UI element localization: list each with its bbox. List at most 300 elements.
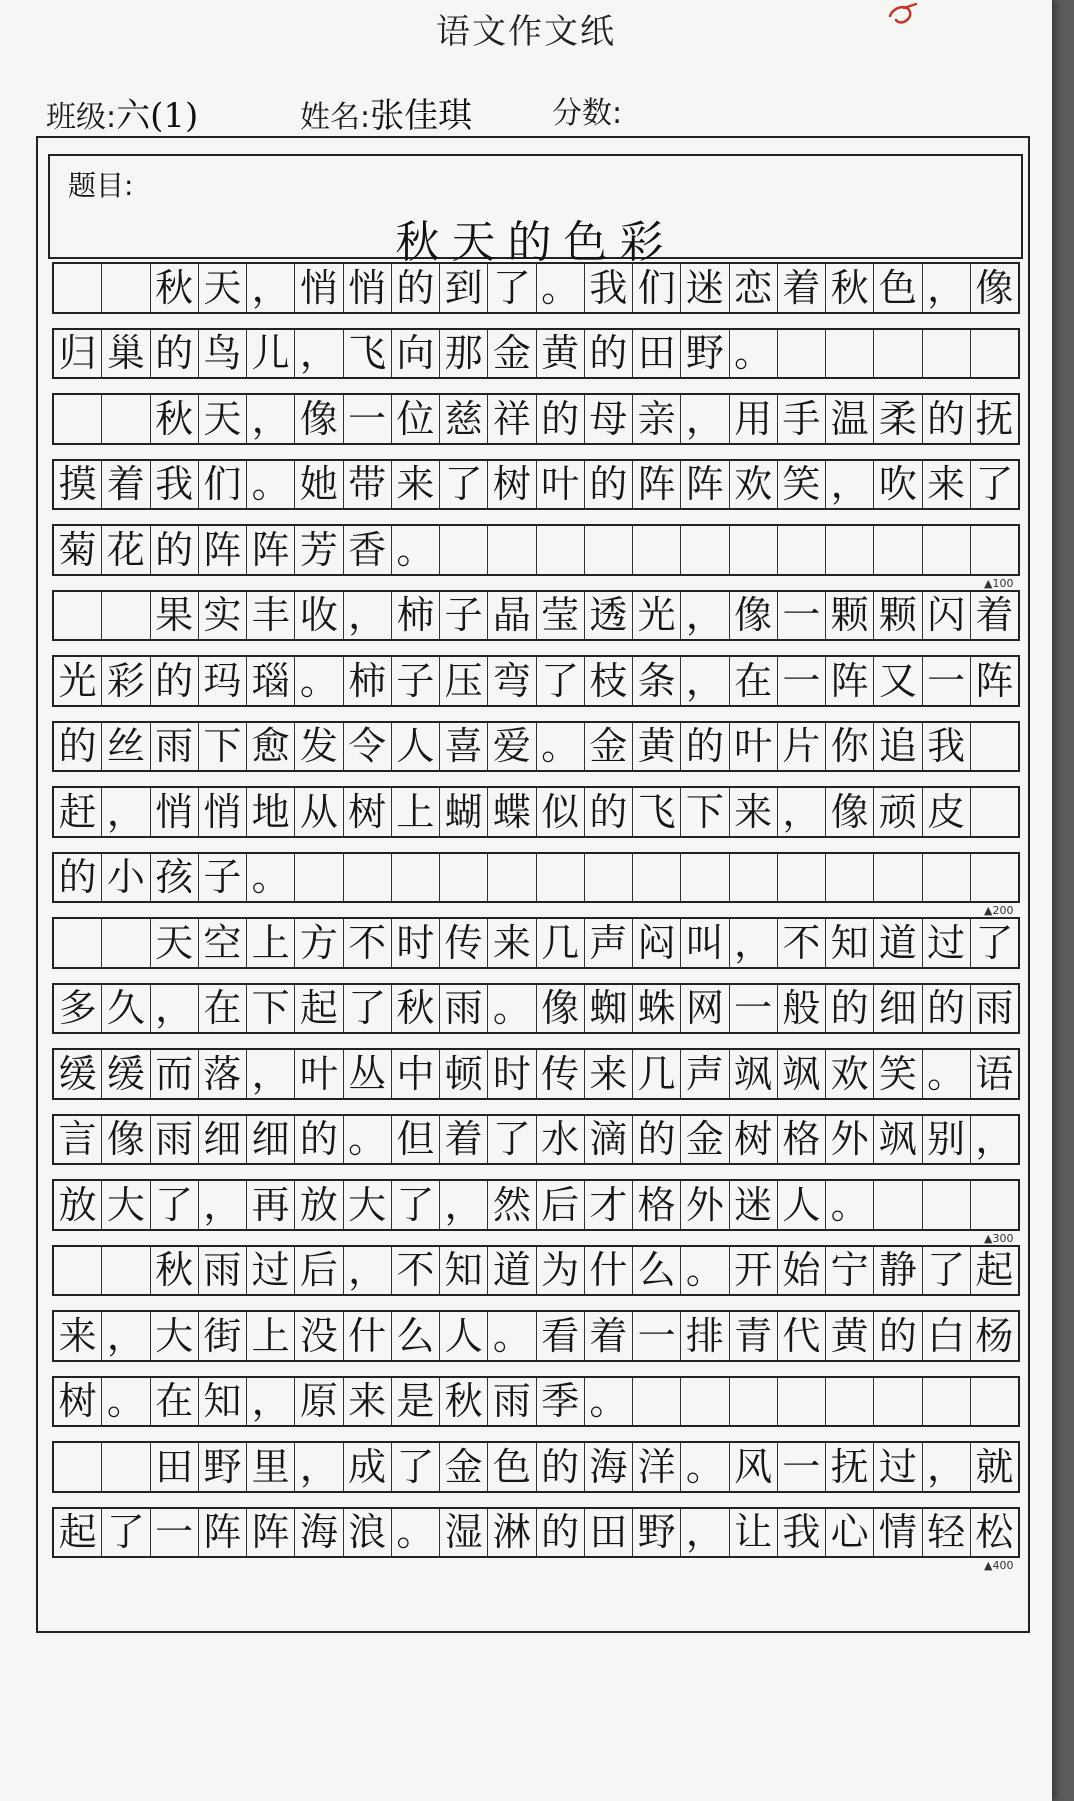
grid-cell: 似 [537,788,585,836]
grid-cell [923,1378,971,1426]
grid-cell: 道 [488,1247,536,1295]
grid-cell [295,854,343,902]
grid-cell: 着 [975,593,1014,638]
grid-cell: 一 [778,592,826,640]
grid-cell: 令 [344,723,392,771]
grid-cell [102,395,150,443]
grid-cell: 过 [923,919,971,967]
grid-cell: 时 [488,1050,536,1098]
grid-cell: 弯 [488,657,536,705]
grid-cell: 叶 [730,723,778,771]
grid-cell: 悄 [344,264,392,312]
grid-row [52,328,1020,380]
grid-cell: 了 [102,1509,150,1557]
grid-cell: 雨 [488,1378,536,1426]
grid-cell: 。 [247,854,295,902]
grid-cell: 。 [247,461,295,509]
grid-cell: 的 [585,330,633,378]
grid-cell: 恋 [730,264,778,312]
grid-cell: 了 [537,657,585,705]
grid-cell: 位 [392,395,440,443]
grid-cell: 地 [247,788,295,836]
grid-cell: 蝴 [440,788,488,836]
grid-cell: 雨 [199,1247,247,1295]
grid-cell: 我 [778,1509,826,1557]
grid-cell: 的 [585,788,633,836]
grid-cell: 外 [826,1116,874,1164]
grid-cell: 一 [633,1312,681,1360]
grid-cell: 从 [295,788,343,836]
grid-cell: 海 [585,1443,633,1491]
grid-cell [730,854,778,902]
grid-cell: 像 [102,1116,150,1164]
grid-cell: 鸟 [199,330,247,378]
grid-cell: 蛛 [633,985,681,1033]
grid-cell: ， [295,330,343,378]
grid-cell: 笑 [778,461,826,509]
grid-row [52,1441,1020,1493]
grid-cell [54,919,102,967]
grid-row [52,786,1020,838]
grid-row [52,721,1020,773]
grid-cell: 来 [585,1050,633,1098]
grid-cell: 飒 [730,1050,778,1098]
grid-cell: 水 [537,1116,585,1164]
grid-cell: 迷 [730,1181,778,1229]
grid-cell [971,723,1018,771]
grid-cell [681,526,729,574]
grid-cell: 来 [923,461,971,509]
name-value: 张佳琪 [370,96,473,136]
grid-cell: 的 [54,854,102,902]
grid-row [52,1507,1020,1559]
grid-cell: 的 [54,723,102,771]
grid-cell: ， [295,1443,343,1491]
grid-cell: 来 [392,461,440,509]
grid-row [52,1376,1020,1428]
score-label: 分数: [552,96,623,131]
grid-cell: 子 [392,657,440,705]
grid-cell: 着 [440,1116,488,1164]
grid-cell: 大 [344,1181,392,1229]
grid-row [52,852,1020,904]
grid-cell: 不 [392,1247,440,1295]
grid-cell: 飒 [778,1050,826,1098]
grid-cell: 多 [54,985,102,1033]
grid-cell: 格 [778,1116,826,1164]
grid-cell: 实 [199,592,247,640]
grid-cell [440,854,488,902]
grid-cell: 带 [344,461,392,509]
grid-cell [633,526,681,574]
grid-cell: 人 [440,1312,488,1360]
grid-cell: 莹 [537,592,585,640]
grid-cell: 皮 [923,788,971,836]
grid-cell: 飞 [633,788,681,836]
grid-cell: 后 [295,1247,343,1295]
class-label: 班级: [46,100,117,135]
grid-cell [874,330,922,378]
grid-cell: 树 [54,1378,102,1426]
grid-cell: 空 [199,919,247,967]
grid-cell: 抚 [975,396,1014,441]
grid-cell: 迷 [681,264,729,312]
grid-cell: 收 [295,592,343,640]
title-box [48,154,1023,268]
grid-cell: 落 [199,1050,247,1098]
grid-cell: 。 [295,657,343,705]
grid-cell [102,919,150,967]
grid-cell [730,526,778,574]
grid-cell [874,1181,922,1229]
grid-cell: 颗 [826,592,874,640]
grid-cell: ， [102,1312,150,1360]
grid-cell: 摸 [54,461,102,509]
grid-cell [826,330,874,378]
grid-cell: 祥 [488,395,536,443]
grid-cell: 欢 [826,1050,874,1098]
grid-cell: 网 [681,985,729,1033]
grid-cell: 我 [923,723,971,771]
grid-cell: 了 [344,985,392,1033]
grid-cell: 天 [151,919,199,967]
grid-cell: 雨 [440,985,488,1033]
grid-cell: 情 [874,1509,922,1557]
grid-cell: 不 [778,919,826,967]
grid-cell: 儿 [247,330,295,378]
grid-cell: 愈 [247,723,295,771]
grid-cell: 。 [681,1247,729,1295]
grid-cell: 上 [392,788,440,836]
grid-cell [54,592,102,640]
grid-cell [102,1443,150,1491]
grid-cell: 抚 [826,1443,874,1491]
grid-cell: 色 [488,1443,536,1491]
grid-cell [537,854,585,902]
grid-cell [971,1181,1018,1229]
grid-cell: 顿 [440,1050,488,1098]
grid-cell: 香 [344,526,392,574]
class-field [46,88,198,137]
grid-cell [778,854,826,902]
grid-cell: 亲 [633,395,681,443]
grid-cell: 浪 [344,1509,392,1557]
grid-cell: 的 [151,330,199,378]
grid-cell: ， [681,657,729,705]
grid-cell: 闷 [633,919,681,967]
grid-cell: 了 [923,1247,971,1295]
grid-cell: 么 [392,1312,440,1360]
grid-cell: 几 [537,919,585,967]
grid-cell: 言 [54,1116,102,1164]
grid-cell: 街 [199,1312,247,1360]
grid-cell: 晶 [488,592,536,640]
grid-cell: 久 [102,985,150,1033]
grid-cell: 杨 [975,1313,1014,1358]
grid-cell: 光 [633,592,681,640]
grid-cell [923,1181,971,1229]
grid-cell [681,1378,729,1426]
grid-cell: 我 [151,461,199,509]
grid-cell: 片 [778,723,826,771]
grid-cell: 青 [730,1312,778,1360]
grid-cell: 知 [440,1247,488,1295]
grid-cell: 大 [102,1181,150,1229]
grid-cell: ， [247,395,295,443]
grid-cell: 玛 [199,657,247,705]
grid-cell: 了 [440,461,488,509]
grid-cell: 归 [54,330,102,378]
paper-title: 语文作文纸 [436,12,616,52]
grid-cell: 金 [488,330,536,378]
grid-cell: 细 [247,1116,295,1164]
grid-cell [778,526,826,574]
grid-cell: 。 [681,1443,729,1491]
grid-cell: 知 [199,1378,247,1426]
grid-cell: 排 [681,1312,729,1360]
grid-cell: 上 [247,1312,295,1360]
grid-cell: 开 [730,1247,778,1295]
grid-cell: 田 [585,1509,633,1557]
grid-row [52,917,1020,969]
grid-cell [826,854,874,902]
grid-cell: 光 [54,657,102,705]
grid-cell: 天 [199,264,247,312]
grid-cell: 顽 [874,788,922,836]
grid-cell: 颗 [874,592,922,640]
grid-cell: 喜 [440,723,488,771]
grid-cell: ， [199,1181,247,1229]
grid-cell: ， [778,788,826,836]
grid-cell: 孩 [151,854,199,902]
grid-cell: 像 [730,592,778,640]
grid-cell: 什 [344,1312,392,1360]
grid-cell: 。 [537,723,585,771]
title-label: 题目: [68,169,134,202]
grid-cell: 到 [440,264,488,312]
grid-cell: 下 [199,723,247,771]
grid-cell: 秋 [151,395,199,443]
grid-cell: 方 [295,919,343,967]
grid-cell: 。 [537,264,585,312]
grid-cell: 金 [585,723,633,771]
grid-cell: 的 [923,395,971,443]
grid-cell: 色 [874,264,922,312]
grid-cell: 语 [975,1051,1014,1096]
grid-cell [971,526,1018,574]
grid-cell: 像 [537,985,585,1033]
grid-cell [440,526,488,574]
grid-cell [923,526,971,574]
grid-cell: 淋 [488,1509,536,1557]
grid-cell [344,854,392,902]
grid-cell: 野 [633,1509,681,1557]
grid-cell: 树 [344,788,392,836]
grid-cell: 丰 [247,592,295,640]
grid-cell: 上 [247,919,295,967]
grid-cell: 的 [151,526,199,574]
grid-cell: 阵 [681,461,729,509]
grid-cell: 飞 [344,330,392,378]
grid-cell: 一 [778,657,826,705]
grid-cell: 为 [537,1247,585,1295]
grid-row [52,262,1020,314]
grid-cell: ， [681,395,729,443]
grid-cell: 母 [585,395,633,443]
grid-cell: 的 [295,1116,343,1164]
grid-cell [537,526,585,574]
grid-cell: ， [440,1181,488,1229]
grid-cell [488,526,536,574]
grid-cell: 又 [874,657,922,705]
grid-cell: 格 [633,1181,681,1229]
grid-cell: ， [247,1050,295,1098]
grid-cell: 你 [826,723,874,771]
grid-cell: ， [247,264,295,312]
grid-row [52,524,1020,576]
grid-cell: 叶 [537,461,585,509]
grid-cell [54,1443,102,1491]
grid-cell: 。 [923,1050,971,1098]
grid-cell [633,854,681,902]
grid-row [52,459,1020,511]
grid-cell: 么 [633,1247,681,1295]
grid-cell: 们 [199,461,247,509]
grid-cell: 柿 [344,657,392,705]
grid-cell: 什 [585,1247,633,1295]
grid-cell: 瑙 [247,657,295,705]
grid-cell: 了 [975,462,1014,507]
grid-cell: 一 [778,1443,826,1491]
grid-cell: ， [247,1378,295,1426]
grid-cell: 蝶 [488,788,536,836]
grid-cell: 的 [151,657,199,705]
grid-cell [778,330,826,378]
grid-cell: 起 [975,1248,1014,1293]
grid-cell: 的 [681,723,729,771]
grid-cell: 是 [392,1378,440,1426]
grid-cell: 几 [633,1050,681,1098]
grid-cell: 阵 [975,658,1014,703]
grid-cell [54,264,102,312]
grid-cell: 细 [199,1116,247,1164]
grid-cell: 缓 [54,1050,102,1098]
grid-cell: ， [975,1117,1014,1162]
grid-cell [874,526,922,574]
grid-cell: 洋 [633,1443,681,1491]
name-label: 姓名: [300,100,371,135]
grid-cell: 。 [392,526,440,574]
grid-cell: 天 [199,395,247,443]
grid-cell: 起 [295,985,343,1033]
grid-cell: 秋 [440,1378,488,1426]
grid-cell: 原 [295,1378,343,1426]
grid-cell: 用 [730,395,778,443]
grid-row [52,983,1020,1035]
grid-cell: 叫 [681,919,729,967]
grid-cell: 放 [54,1181,102,1229]
grid-cell: 花 [102,526,150,574]
grid-cell: 人 [392,723,440,771]
grid-cell: 在 [199,985,247,1033]
grid-cell [102,264,150,312]
grid-cell: 野 [199,1443,247,1491]
grid-cell: 静 [874,1247,922,1295]
grid-cell: 柔 [874,395,922,443]
grid-cell: 悄 [151,788,199,836]
grid-cell [102,1247,150,1295]
grid-cell [681,854,729,902]
grid-cell: 就 [975,1444,1014,1489]
grid-cell: 阵 [199,1509,247,1557]
grid-cell: ， [102,788,150,836]
grid-cell: 让 [730,1509,778,1557]
grid-cell [54,395,102,443]
grid-cell: 秋 [826,264,874,312]
grid-row [52,655,1020,707]
grid-cell: 没 [295,1312,343,1360]
grid-cell: 放 [295,1181,343,1229]
grid-cell: 像 [975,265,1014,310]
grid-cell: 了 [392,1181,440,1229]
grid-cell: ， [681,1509,729,1557]
grid-cell: 。 [344,1116,392,1164]
grid-cell: 的 [874,1312,922,1360]
grid-cell: 赶 [54,788,102,836]
grid-cell: 笑 [874,1050,922,1098]
grid-cell: 像 [295,395,343,443]
grid-cell: 金 [681,1116,729,1164]
grid-cell: 来 [344,1378,392,1426]
grid-cell: 过 [247,1247,295,1295]
grid-cell: 菊 [54,526,102,574]
grid-cell: 细 [874,985,922,1033]
grid-cell: 在 [151,1378,199,1426]
grader-check-mark [886,2,920,30]
grid-cell: 黄 [633,723,681,771]
grid-cell: 透 [585,592,633,640]
grid-cell: 般 [778,985,826,1033]
grid-cell: 慈 [440,395,488,443]
grid-cell: 那 [440,330,488,378]
grid-cell: 的 [826,985,874,1033]
word-count-marker: ▲100 [984,576,1014,590]
grid-cell: 外 [681,1181,729,1229]
grid-cell: 而 [151,1050,199,1098]
grid-cell: 然 [488,1181,536,1229]
grid-cell: 雨 [151,723,199,771]
grid-cell: 声 [585,919,633,967]
grid-cell [971,788,1018,836]
grid-cell [971,854,1018,902]
grid-cell: 秋 [151,1247,199,1295]
grid-cell [923,854,971,902]
grid-cell: 知 [826,919,874,967]
grid-cell: 追 [874,723,922,771]
grid-cell: 芳 [295,526,343,574]
grid-cell: 手 [778,395,826,443]
grid-cell: ， [344,592,392,640]
grid-cell: 阵 [247,1509,295,1557]
grid-cell: 心 [826,1509,874,1557]
grid-cell: 大 [151,1312,199,1360]
grid-cell: 但 [392,1116,440,1164]
grid-row [52,1048,1020,1100]
grid-cell: ， [923,264,971,312]
grid-cell: 黄 [826,1312,874,1360]
grid-cell: 看 [537,1312,585,1360]
essay-title: 秋天的色彩 [395,217,676,268]
